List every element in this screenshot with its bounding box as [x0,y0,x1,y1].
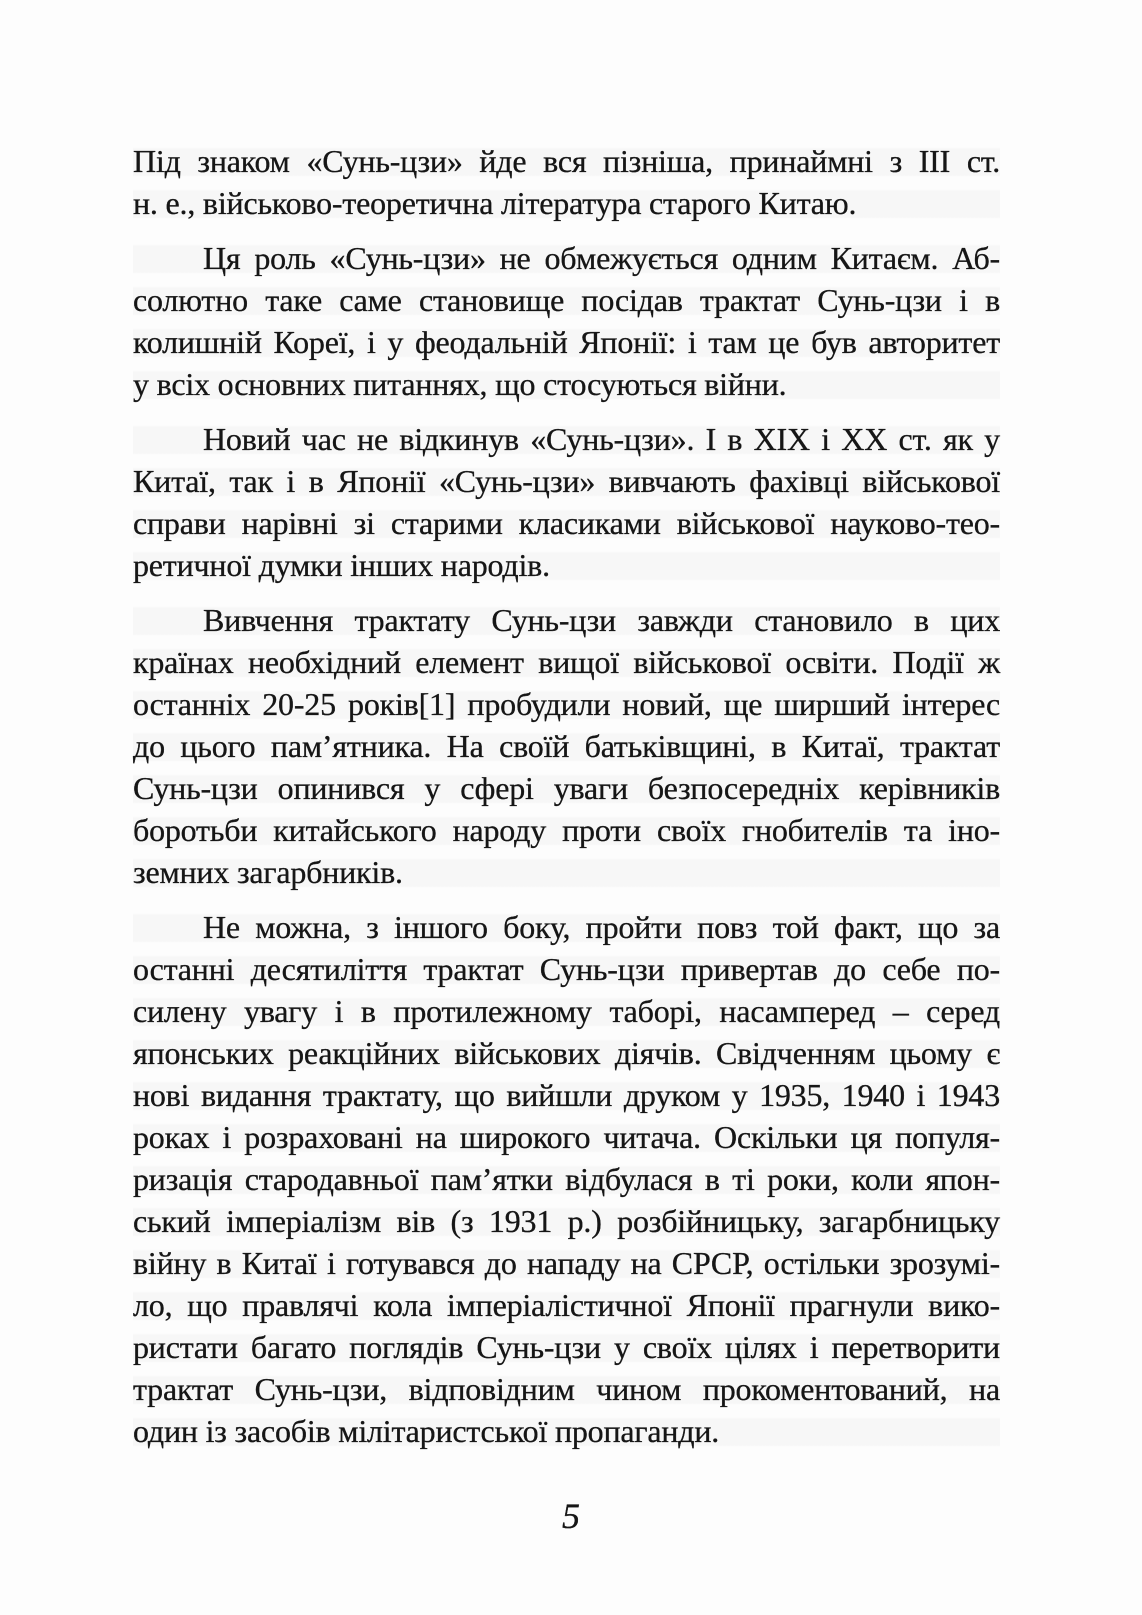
text-line: н. е., військово-теоретична література старого Китаю. [133,182,1000,224]
paragraph [133,418,1000,586]
text-line: колишній Кореї, і у феодальній Японії: і там це був авторитет [133,321,1000,363]
text-line: японських реакційних військових діячів. Свідченням цьому є [133,1032,1000,1074]
text-line: Сунь-цзи опинився у сфері уваги безпосередніх керівників [133,767,1000,809]
paragraph [133,140,1000,224]
text-line: нові видання трактату, що вийшли друком у 1935, 1940 і 1943 [133,1074,1000,1116]
text-line: Вивчення трактату Сунь-цзи завжди становило в цих [133,599,1000,641]
text-line: Не можна, з іншого боку, пройти повз той факт, що за [133,906,1000,948]
paragraph [133,237,1000,405]
text-line: Ця роль «Сунь-цзи» не обмежується одним Китаєм. Аб- [133,237,1000,279]
text-line: Під знаком «Сунь-цзи» йде вся пізніша, принаймні з III ст. [133,140,1000,182]
text-line: боротьби китайського народу проти своїх гнобителів та іно- [133,809,1000,851]
text-line: справи нарівні зі старими класиками військової науково-тео- [133,502,1000,544]
text-line: земних загарбників. [133,851,1000,893]
text-line: країнах необхідний елемент вищої військової освіти. Події ж [133,641,1000,683]
text-line: ський імперіалізм вів (з 1931 р.) розбійницьку, загарбницьку [133,1200,1000,1242]
text-line: до цього пам’ятника. На своїй батьківщині, в Китаї, трактат [133,725,1000,767]
text-line: силену увагу і в протилежному таборі, насамперед – серед [133,990,1000,1032]
text-line: ристати багато поглядів Сунь-цзи у своїх цілях і перетворити [133,1326,1000,1368]
text-line: один із засобів мілітаристської пропаганди. [133,1410,1000,1452]
text-line: солютно таке саме становище посідав трактат Сунь-цзи і в [133,279,1000,321]
text-line: війну в Китаї і готувався до нападу на СРСР, остільки зрозумі- [133,1242,1000,1284]
text-line: ризація стародавньої пам’ятки відбулася в ті роки, коли япон- [133,1158,1000,1200]
text-line: Новий час не відкинув «Сунь-цзи». І в XIX і XX ст. як у [133,418,1000,460]
paragraph [133,599,1000,893]
paragraph [133,906,1000,1452]
text-line: останніх 20-25 років[1] пробудили новий, ще ширший інтерес [133,683,1000,725]
body-text [133,140,1000,1452]
page-number: 5 [562,1496,580,1536]
text-line: у всіх основних питаннях, що стосуються війни. [133,363,1000,405]
text-line: роках і розраховані на широкого читача. Оскільки ця популя- [133,1116,1000,1158]
text-line: ло, що правлячі кола імперіалістичної Японії прагнули вико- [133,1284,1000,1326]
text-line: останні десятиліття трактат Сунь-цзи привертав до себе по- [133,948,1000,990]
text-line: трактат Сунь-цзи, відповідним чином прокоментований, на [133,1368,1000,1410]
text-line: ретичної думки інших народів. [133,544,1000,586]
text-line: Китаї, так і в Японії «Сунь-цзи» вивчають фахівці військової [133,460,1000,502]
